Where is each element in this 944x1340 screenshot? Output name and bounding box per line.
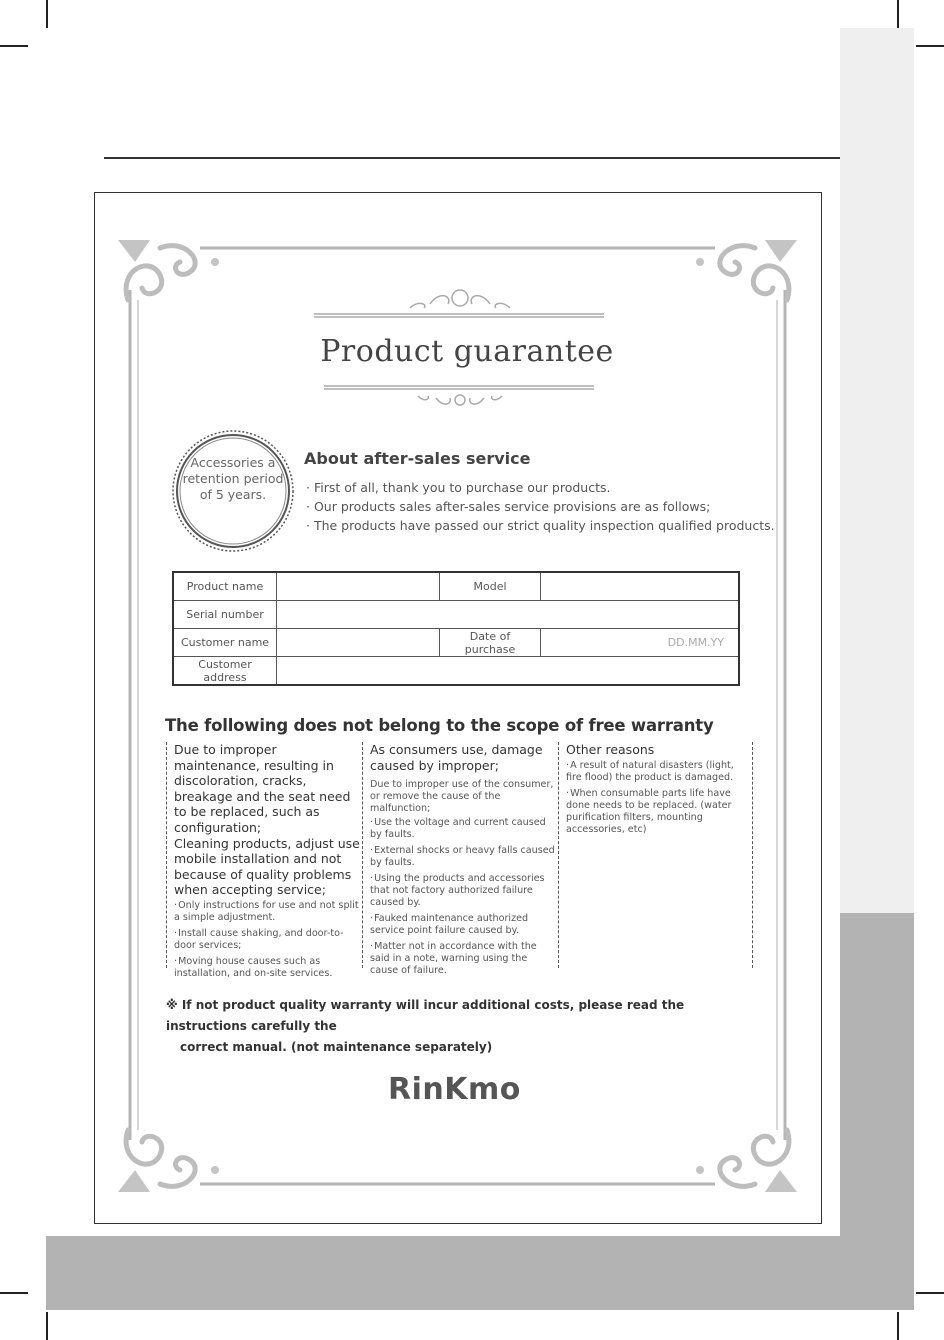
- list-item: · Matter not in accordance with the said in a note, warning using the cause of failure.: [370, 941, 557, 977]
- scope-col2-main: As consumers use, damage caused by improper;: [370, 742, 543, 773]
- warranty-note: [166, 995, 746, 1058]
- table-row: [173, 601, 739, 629]
- customer-address-field[interactable]: [277, 657, 740, 686]
- list-item: · Use the voltage and current caused by faults.: [370, 817, 557, 841]
- model-field[interactable]: [541, 572, 740, 601]
- date-of-purchase-label: Date of purchase: [440, 629, 541, 657]
- about-item: · Our products sales after-sales service provisions are as follows;: [306, 497, 775, 516]
- customer-name-field[interactable]: [277, 629, 440, 657]
- scope-col3-list: [566, 760, 752, 836]
- customer-address-label: Customer address: [173, 657, 277, 686]
- scope-column-consumer-use: [362, 742, 557, 977]
- product-info-table: [172, 571, 740, 686]
- list-item: · Install cause shaking, and door-to-door services;: [174, 928, 361, 952]
- table-row: [173, 629, 739, 657]
- serial-number-field[interactable]: [277, 601, 740, 629]
- scope-heading: The following does not belong to the scope of free warranty: [165, 716, 714, 735]
- date-of-purchase-field[interactable]: DD.MM.YY: [541, 629, 740, 657]
- scope-col2-list: [370, 817, 557, 977]
- table-row: [173, 657, 739, 686]
- list-item: · Moving house causes such as installation, and on-site services.: [174, 956, 361, 980]
- list-item: · External shocks or heavy falls caused by faults.: [370, 845, 557, 869]
- list-item: · A result of natural disasters (light, fire flood) the product is damaged.: [566, 760, 752, 784]
- list-item: · Only instructions for use and not split a simple adjustment.: [174, 900, 361, 924]
- model-label: Model: [440, 572, 541, 601]
- warranty-note-line2: correct manual. (not maintenance separately): [180, 1040, 493, 1054]
- about-item: · The products have passed our strict quality inspection qualified products.: [306, 516, 775, 535]
- warranty-note-line1: ※ If not product quality warranty will incur additional costs, please read the instructions carefully the: [166, 998, 685, 1033]
- brand-logo: RinKmo: [388, 1072, 521, 1107]
- product-name-field[interactable]: [277, 572, 440, 601]
- page-title: Product guarantee: [320, 334, 614, 369]
- about-item: · First of all, thank you to purchase our products.: [306, 478, 775, 497]
- scope-col1-main1: Due to improper maintenance, resulting in discoloration, cracks, breakage and the seat need to be replaced, such as configuration;: [174, 742, 351, 835]
- scope-col2-intro: Due to improper use of the consumer, or remove the cause of the malfunction;: [370, 779, 554, 815]
- list-item: · Using the products and accessories that not factory authorized failure caused by.: [370, 873, 557, 909]
- scope-col1-list: [174, 900, 361, 980]
- about-heading: About after-sales service: [304, 449, 531, 468]
- seal-text: Accessories a retention period of 5 years.: [182, 455, 284, 502]
- customer-name-label: Customer name: [173, 629, 277, 657]
- product-name-label: Product name: [173, 572, 277, 601]
- list-item: · When consumable parts life have done needs to be replaced. (water purification filters, mounting accessories, etc): [566, 788, 752, 836]
- about-list: [306, 478, 775, 535]
- scope-column-other: [558, 742, 753, 968]
- scope-col1-main2: Cleaning products, adjust use mobile installation and not because of quality problems when accepting service;: [174, 835, 360, 898]
- list-item: · Fauked maintenance authorized service point failure caused by.: [370, 913, 557, 937]
- serial-number-label: Serial number: [173, 601, 277, 629]
- scope-col3-main: Other reasons: [566, 742, 655, 757]
- scope-column-maintenance: [166, 742, 361, 979]
- table-row: [173, 572, 739, 601]
